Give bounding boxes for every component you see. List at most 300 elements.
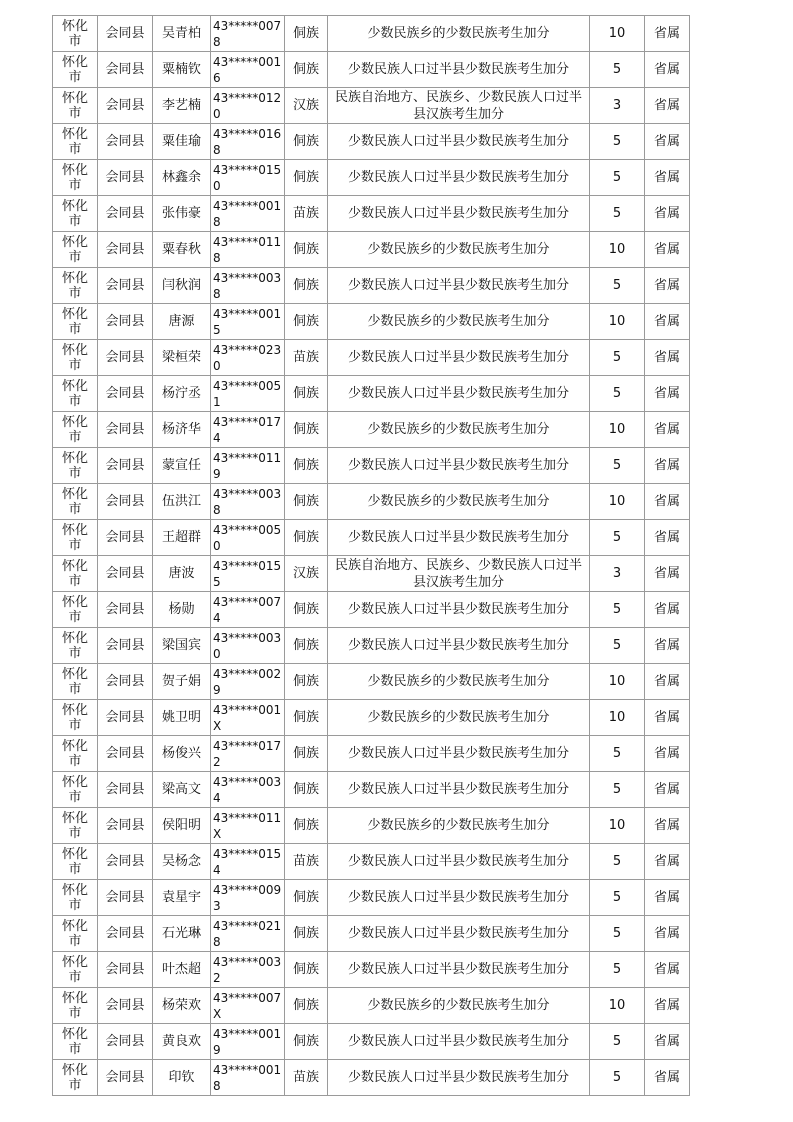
ethnicity-cell: 侗族 bbox=[285, 376, 328, 412]
city-text: 怀化市 bbox=[61, 1062, 88, 1093]
id-number-cell: 43*****0038 bbox=[211, 268, 285, 304]
bonus-policy-cell: 少数民族人口过半县少数民族考生加分 bbox=[328, 1060, 590, 1096]
city-text: 怀化市 bbox=[61, 702, 88, 733]
ethnicity-cell: 侗族 bbox=[285, 952, 328, 988]
name-cell: 粟春秋 bbox=[153, 232, 211, 268]
city-text: 怀化市 bbox=[61, 414, 88, 445]
city-cell bbox=[53, 160, 98, 196]
city-text: 怀化市 bbox=[61, 54, 88, 85]
city-cell bbox=[53, 1024, 98, 1060]
city-text: 怀化市 bbox=[61, 774, 88, 805]
city-cell bbox=[53, 808, 98, 844]
table-row bbox=[53, 880, 690, 916]
ethnicity-cell: 侗族 bbox=[285, 772, 328, 808]
county-cell: 会同县 bbox=[98, 772, 153, 808]
city-cell bbox=[53, 52, 98, 88]
table-row bbox=[53, 808, 690, 844]
county-cell: 会同县 bbox=[98, 700, 153, 736]
name-cell: 杨济华 bbox=[153, 412, 211, 448]
city-cell bbox=[53, 700, 98, 736]
id-number-cell: 43*****0015 bbox=[211, 304, 285, 340]
county-cell: 会同县 bbox=[98, 952, 153, 988]
city-cell bbox=[53, 880, 98, 916]
city-text: 怀化市 bbox=[61, 954, 88, 985]
county-cell: 会同县 bbox=[98, 988, 153, 1024]
bonus-policy-cell: 少数民族人口过半县少数民族考生加分 bbox=[328, 592, 590, 628]
bonus-points-cell: 5 bbox=[590, 52, 645, 88]
bonus-policy-cell: 少数民族人口过半县少数民族考生加分 bbox=[328, 772, 590, 808]
bonus-policy-cell: 少数民族人口过半县少数民族考生加分 bbox=[328, 124, 590, 160]
name-cell: 姚卫明 bbox=[153, 700, 211, 736]
id-number-cell: 43*****0018 bbox=[211, 1060, 285, 1096]
table-row bbox=[53, 376, 690, 412]
city-text: 怀化市 bbox=[61, 810, 88, 841]
name-cell: 唐源 bbox=[153, 304, 211, 340]
bonus-points-cell: 10 bbox=[590, 232, 645, 268]
id-number-cell: 43*****0120 bbox=[211, 88, 285, 124]
bonus-policy-cell: 少数民族人口过半县少数民族考生加分 bbox=[328, 376, 590, 412]
table-row bbox=[53, 1024, 690, 1060]
bonus-points-cell: 5 bbox=[590, 520, 645, 556]
city-text: 怀化市 bbox=[61, 162, 88, 193]
county-cell: 会同县 bbox=[98, 268, 153, 304]
id-number-cell: 43*****007X bbox=[211, 988, 285, 1024]
city-text: 怀化市 bbox=[61, 738, 88, 769]
document-page bbox=[52, 15, 689, 1096]
county-cell: 会同县 bbox=[98, 88, 153, 124]
bonus-points-cell: 5 bbox=[590, 592, 645, 628]
table-row bbox=[53, 124, 690, 160]
table-row bbox=[53, 304, 690, 340]
level-cell: 省属 bbox=[645, 844, 690, 880]
county-cell: 会同县 bbox=[98, 232, 153, 268]
table-row bbox=[53, 448, 690, 484]
id-number-cell: 43*****0078 bbox=[211, 16, 285, 52]
bonus-points-cell: 10 bbox=[590, 664, 645, 700]
bonus-points-cell: 5 bbox=[590, 448, 645, 484]
city-text: 怀化市 bbox=[61, 270, 88, 301]
county-cell: 会同县 bbox=[98, 412, 153, 448]
bonus-points-cell: 5 bbox=[590, 268, 645, 304]
name-cell: 杨勋 bbox=[153, 592, 211, 628]
bonus-points-cell: 5 bbox=[590, 952, 645, 988]
id-number-cell: 43*****0119 bbox=[211, 448, 285, 484]
bonus-points-cell: 5 bbox=[590, 880, 645, 916]
county-cell: 会同县 bbox=[98, 52, 153, 88]
level-cell: 省属 bbox=[645, 1024, 690, 1060]
level-cell: 省属 bbox=[645, 304, 690, 340]
city-cell bbox=[53, 988, 98, 1024]
id-number-cell: 43*****001X bbox=[211, 700, 285, 736]
bonus-policy-cell: 少数民族乡的少数民族考生加分 bbox=[328, 484, 590, 520]
id-number-cell: 43*****0118 bbox=[211, 232, 285, 268]
table-row bbox=[53, 628, 690, 664]
ethnicity-cell: 汉族 bbox=[285, 88, 328, 124]
id-number-cell: 43*****0050 bbox=[211, 520, 285, 556]
name-cell: 石光琳 bbox=[153, 916, 211, 952]
name-cell: 闫秋润 bbox=[153, 268, 211, 304]
name-cell: 叶杰超 bbox=[153, 952, 211, 988]
city-cell bbox=[53, 124, 98, 160]
name-cell: 吴杨念 bbox=[153, 844, 211, 880]
bonus-points-cell: 10 bbox=[590, 988, 645, 1024]
city-cell bbox=[53, 16, 98, 52]
bonus-points-cell: 5 bbox=[590, 844, 645, 880]
ethnicity-cell: 汉族 bbox=[285, 556, 328, 592]
bonus-policy-cell: 民族自治地方、民族乡、少数民族人口过半县汉族考生加分 bbox=[328, 88, 590, 124]
bonus-points-cell: 5 bbox=[590, 772, 645, 808]
county-cell: 会同县 bbox=[98, 1060, 153, 1096]
level-cell: 省属 bbox=[645, 124, 690, 160]
id-number-cell: 43*****0150 bbox=[211, 160, 285, 196]
name-cell: 林鑫余 bbox=[153, 160, 211, 196]
table-row bbox=[53, 592, 690, 628]
bonus-policy-cell: 少数民族乡的少数民族考生加分 bbox=[328, 16, 590, 52]
bonus-points-cell: 10 bbox=[590, 16, 645, 52]
id-number-cell: 43*****0030 bbox=[211, 628, 285, 664]
bonus-points-cell: 5 bbox=[590, 124, 645, 160]
bonus-points-cell: 5 bbox=[590, 340, 645, 376]
table-row bbox=[53, 52, 690, 88]
name-cell: 袁星宇 bbox=[153, 880, 211, 916]
city-text: 怀化市 bbox=[61, 882, 88, 913]
city-cell bbox=[53, 628, 98, 664]
level-cell: 省属 bbox=[645, 880, 690, 916]
table-row bbox=[53, 556, 690, 592]
name-cell: 黄良欢 bbox=[153, 1024, 211, 1060]
county-cell: 会同县 bbox=[98, 1024, 153, 1060]
id-number-cell: 43*****0016 bbox=[211, 52, 285, 88]
city-text: 怀化市 bbox=[61, 558, 88, 589]
id-number-cell: 43*****0168 bbox=[211, 124, 285, 160]
county-cell: 会同县 bbox=[98, 664, 153, 700]
county-cell: 会同县 bbox=[98, 376, 153, 412]
county-cell: 会同县 bbox=[98, 196, 153, 232]
name-cell: 张伟豪 bbox=[153, 196, 211, 232]
name-cell: 贺子娟 bbox=[153, 664, 211, 700]
county-cell: 会同县 bbox=[98, 484, 153, 520]
ethnicity-cell: 侗族 bbox=[285, 232, 328, 268]
name-cell: 杨荣欢 bbox=[153, 988, 211, 1024]
level-cell: 省属 bbox=[645, 556, 690, 592]
id-number-cell: 43*****0034 bbox=[211, 772, 285, 808]
table-row bbox=[53, 196, 690, 232]
city-cell bbox=[53, 1060, 98, 1096]
county-cell: 会同县 bbox=[98, 124, 153, 160]
bonus-policy-cell: 少数民族乡的少数民族考生加分 bbox=[328, 808, 590, 844]
bonus-policy-cell: 少数民族人口过半县少数民族考生加分 bbox=[328, 1024, 590, 1060]
city-text: 怀化市 bbox=[61, 126, 88, 157]
bonus-policy-cell: 少数民族乡的少数民族考生加分 bbox=[328, 304, 590, 340]
id-number-cell: 43*****0230 bbox=[211, 340, 285, 376]
table-body bbox=[53, 16, 690, 1096]
level-cell: 省属 bbox=[645, 952, 690, 988]
table-row bbox=[53, 412, 690, 448]
level-cell: 省属 bbox=[645, 196, 690, 232]
ethnicity-cell: 侗族 bbox=[285, 700, 328, 736]
level-cell: 省属 bbox=[645, 664, 690, 700]
ethnicity-cell: 侗族 bbox=[285, 16, 328, 52]
bonus-points-cell: 10 bbox=[590, 484, 645, 520]
name-cell: 唐波 bbox=[153, 556, 211, 592]
bonus-points-cell: 10 bbox=[590, 808, 645, 844]
bonus-policy-cell: 少数民族乡的少数民族考生加分 bbox=[328, 664, 590, 700]
id-number-cell: 43*****0074 bbox=[211, 592, 285, 628]
table-row bbox=[53, 520, 690, 556]
city-cell bbox=[53, 376, 98, 412]
id-number-cell: 43*****0019 bbox=[211, 1024, 285, 1060]
table-row bbox=[53, 484, 690, 520]
bonus-policy-cell: 少数民族人口过半县少数民族考生加分 bbox=[328, 844, 590, 880]
id-number-cell: 43*****0038 bbox=[211, 484, 285, 520]
level-cell: 省属 bbox=[645, 16, 690, 52]
city-cell bbox=[53, 664, 98, 700]
ethnicity-cell: 侗族 bbox=[285, 664, 328, 700]
ethnicity-cell: 苗族 bbox=[285, 196, 328, 232]
level-cell: 省属 bbox=[645, 376, 690, 412]
county-cell: 会同县 bbox=[98, 808, 153, 844]
ethnicity-cell: 苗族 bbox=[285, 1060, 328, 1096]
city-cell bbox=[53, 520, 98, 556]
table-row bbox=[53, 268, 690, 304]
id-number-cell: 43*****0155 bbox=[211, 556, 285, 592]
city-cell bbox=[53, 412, 98, 448]
county-cell: 会同县 bbox=[98, 448, 153, 484]
city-text: 怀化市 bbox=[61, 666, 88, 697]
ethnicity-cell: 侗族 bbox=[285, 592, 328, 628]
level-cell: 省属 bbox=[645, 772, 690, 808]
table-row bbox=[53, 988, 690, 1024]
table-row bbox=[53, 664, 690, 700]
bonus-policy-cell: 少数民族人口过半县少数民族考生加分 bbox=[328, 916, 590, 952]
city-cell bbox=[53, 736, 98, 772]
table-row bbox=[53, 88, 690, 124]
level-cell: 省属 bbox=[645, 736, 690, 772]
bonus-policy-cell: 少数民族人口过半县少数民族考生加分 bbox=[328, 952, 590, 988]
city-text: 怀化市 bbox=[61, 450, 88, 481]
city-cell bbox=[53, 448, 98, 484]
bonus-policy-cell: 少数民族人口过半县少数民族考生加分 bbox=[328, 736, 590, 772]
city-cell bbox=[53, 484, 98, 520]
table-row bbox=[53, 340, 690, 376]
bonus-policy-cell: 少数民族人口过半县少数民族考生加分 bbox=[328, 880, 590, 916]
city-cell bbox=[53, 268, 98, 304]
ethnicity-cell: 侗族 bbox=[285, 268, 328, 304]
city-cell bbox=[53, 556, 98, 592]
city-cell bbox=[53, 916, 98, 952]
level-cell: 省属 bbox=[645, 520, 690, 556]
id-number-cell: 43*****0032 bbox=[211, 952, 285, 988]
level-cell: 省属 bbox=[645, 628, 690, 664]
level-cell: 省属 bbox=[645, 484, 690, 520]
bonus-policy-cell: 少数民族人口过半县少数民族考生加分 bbox=[328, 196, 590, 232]
city-cell bbox=[53, 196, 98, 232]
level-cell: 省属 bbox=[645, 448, 690, 484]
level-cell: 省属 bbox=[645, 808, 690, 844]
county-cell: 会同县 bbox=[98, 304, 153, 340]
ethnicity-cell: 侗族 bbox=[285, 448, 328, 484]
bonus-policy-cell: 少数民族人口过半县少数民族考生加分 bbox=[328, 340, 590, 376]
city-cell bbox=[53, 304, 98, 340]
city-text: 怀化市 bbox=[61, 1026, 88, 1057]
bonus-points-cell: 5 bbox=[590, 628, 645, 664]
city-text: 怀化市 bbox=[61, 918, 88, 949]
city-text: 怀化市 bbox=[61, 846, 88, 877]
county-cell: 会同县 bbox=[98, 628, 153, 664]
county-cell: 会同县 bbox=[98, 844, 153, 880]
city-text: 怀化市 bbox=[61, 594, 88, 625]
ethnicity-cell: 侗族 bbox=[285, 52, 328, 88]
city-text: 怀化市 bbox=[61, 90, 88, 121]
city-cell bbox=[53, 340, 98, 376]
county-cell: 会同县 bbox=[98, 736, 153, 772]
city-cell bbox=[53, 88, 98, 124]
table-row bbox=[53, 844, 690, 880]
city-text: 怀化市 bbox=[61, 378, 88, 409]
name-cell: 梁桓荣 bbox=[153, 340, 211, 376]
bonus-points-cell: 5 bbox=[590, 376, 645, 412]
bonus-policy-cell: 少数民族人口过半县少数民族考生加分 bbox=[328, 628, 590, 664]
county-cell: 会同县 bbox=[98, 160, 153, 196]
bonus-points-cell: 10 bbox=[590, 412, 645, 448]
county-cell: 会同县 bbox=[98, 16, 153, 52]
name-cell: 李艺楠 bbox=[153, 88, 211, 124]
ethnicity-cell: 侗族 bbox=[285, 160, 328, 196]
level-cell: 省属 bbox=[645, 52, 690, 88]
id-number-cell: 43*****0093 bbox=[211, 880, 285, 916]
table-row bbox=[53, 232, 690, 268]
ethnicity-cell: 侗族 bbox=[285, 988, 328, 1024]
city-cell bbox=[53, 952, 98, 988]
bonus-policy-cell: 少数民族乡的少数民族考生加分 bbox=[328, 412, 590, 448]
name-cell: 吴青柏 bbox=[153, 16, 211, 52]
name-cell: 王超群 bbox=[153, 520, 211, 556]
id-number-cell: 43*****0051 bbox=[211, 376, 285, 412]
id-number-cell: 43*****011X bbox=[211, 808, 285, 844]
id-number-cell: 43*****0154 bbox=[211, 844, 285, 880]
county-cell: 会同县 bbox=[98, 880, 153, 916]
bonus-points-cell: 10 bbox=[590, 700, 645, 736]
bonus-points-cell: 3 bbox=[590, 88, 645, 124]
city-text: 怀化市 bbox=[61, 306, 88, 337]
bonus-policy-cell: 少数民族人口过半县少数民族考生加分 bbox=[328, 448, 590, 484]
table-row bbox=[53, 772, 690, 808]
level-cell: 省属 bbox=[645, 412, 690, 448]
city-text: 怀化市 bbox=[61, 630, 88, 661]
bonus-points-cell: 3 bbox=[590, 556, 645, 592]
level-cell: 省属 bbox=[645, 160, 690, 196]
name-cell: 粟佳瑜 bbox=[153, 124, 211, 160]
name-cell: 粟楠钦 bbox=[153, 52, 211, 88]
city-text: 怀化市 bbox=[61, 342, 88, 373]
level-cell: 省属 bbox=[645, 592, 690, 628]
name-cell: 侯阳明 bbox=[153, 808, 211, 844]
city-cell bbox=[53, 232, 98, 268]
bonus-points-cell: 5 bbox=[590, 160, 645, 196]
table-row bbox=[53, 1060, 690, 1096]
city-cell bbox=[53, 844, 98, 880]
level-cell: 省属 bbox=[645, 232, 690, 268]
level-cell: 省属 bbox=[645, 988, 690, 1024]
city-text: 怀化市 bbox=[61, 486, 88, 517]
city-text: 怀化市 bbox=[61, 522, 88, 553]
bonus-policy-cell: 少数民族人口过半县少数民族考生加分 bbox=[328, 52, 590, 88]
bonus-policy-cell: 少数民族乡的少数民族考生加分 bbox=[328, 700, 590, 736]
city-cell bbox=[53, 592, 98, 628]
city-text: 怀化市 bbox=[61, 990, 88, 1021]
city-text: 怀化市 bbox=[61, 234, 88, 265]
ethnicity-cell: 侗族 bbox=[285, 916, 328, 952]
ethnicity-cell: 侗族 bbox=[285, 304, 328, 340]
name-cell: 印钦 bbox=[153, 1060, 211, 1096]
bonus-policy-cell: 少数民族乡的少数民族考生加分 bbox=[328, 988, 590, 1024]
level-cell: 省属 bbox=[645, 700, 690, 736]
name-cell: 梁高文 bbox=[153, 772, 211, 808]
bonus-points-cell: 10 bbox=[590, 304, 645, 340]
table-row bbox=[53, 952, 690, 988]
ethnicity-cell: 侗族 bbox=[285, 628, 328, 664]
table-row bbox=[53, 736, 690, 772]
bonus-policy-cell: 少数民族人口过半县少数民族考生加分 bbox=[328, 268, 590, 304]
level-cell: 省属 bbox=[645, 268, 690, 304]
city-text: 怀化市 bbox=[61, 18, 88, 49]
ethnicity-cell: 侗族 bbox=[285, 808, 328, 844]
bonus-policy-cell: 少数民族人口过半县少数民族考生加分 bbox=[328, 160, 590, 196]
ethnicity-cell: 侗族 bbox=[285, 520, 328, 556]
city-cell bbox=[53, 772, 98, 808]
name-cell: 杨泞丞 bbox=[153, 376, 211, 412]
id-number-cell: 43*****0172 bbox=[211, 736, 285, 772]
id-number-cell: 43*****0018 bbox=[211, 196, 285, 232]
county-cell: 会同县 bbox=[98, 520, 153, 556]
ethnicity-cell: 侗族 bbox=[285, 1024, 328, 1060]
level-cell: 省属 bbox=[645, 340, 690, 376]
table-row bbox=[53, 916, 690, 952]
ethnicity-cell: 苗族 bbox=[285, 844, 328, 880]
id-number-cell: 43*****0174 bbox=[211, 412, 285, 448]
ethnicity-cell: 侗族 bbox=[285, 484, 328, 520]
bonus-policy-cell: 少数民族乡的少数民族考生加分 bbox=[328, 232, 590, 268]
level-cell: 省属 bbox=[645, 916, 690, 952]
bonus-points-cell: 5 bbox=[590, 916, 645, 952]
county-cell: 会同县 bbox=[98, 556, 153, 592]
bonus-points-cell: 5 bbox=[590, 736, 645, 772]
name-cell: 杨俊兴 bbox=[153, 736, 211, 772]
ethnicity-cell: 侗族 bbox=[285, 736, 328, 772]
bonus-points-cell: 5 bbox=[590, 196, 645, 232]
county-cell: 会同县 bbox=[98, 340, 153, 376]
city-text: 怀化市 bbox=[61, 198, 88, 229]
bonus-points-table bbox=[52, 15, 690, 1096]
name-cell: 伍洪江 bbox=[153, 484, 211, 520]
table-row bbox=[53, 700, 690, 736]
name-cell: 梁国宾 bbox=[153, 628, 211, 664]
id-number-cell: 43*****0029 bbox=[211, 664, 285, 700]
bonus-policy-cell: 民族自治地方、民族乡、少数民族人口过半县汉族考生加分 bbox=[328, 556, 590, 592]
bonus-policy-cell: 少数民族人口过半县少数民族考生加分 bbox=[328, 520, 590, 556]
level-cell: 省属 bbox=[645, 88, 690, 124]
county-cell: 会同县 bbox=[98, 592, 153, 628]
id-number-cell: 43*****0218 bbox=[211, 916, 285, 952]
table-row bbox=[53, 160, 690, 196]
table-row bbox=[53, 16, 690, 52]
ethnicity-cell: 侗族 bbox=[285, 412, 328, 448]
name-cell: 蒙宣任 bbox=[153, 448, 211, 484]
ethnicity-cell: 侗族 bbox=[285, 124, 328, 160]
ethnicity-cell: 侗族 bbox=[285, 880, 328, 916]
county-cell: 会同县 bbox=[98, 916, 153, 952]
bonus-points-cell: 5 bbox=[590, 1060, 645, 1096]
